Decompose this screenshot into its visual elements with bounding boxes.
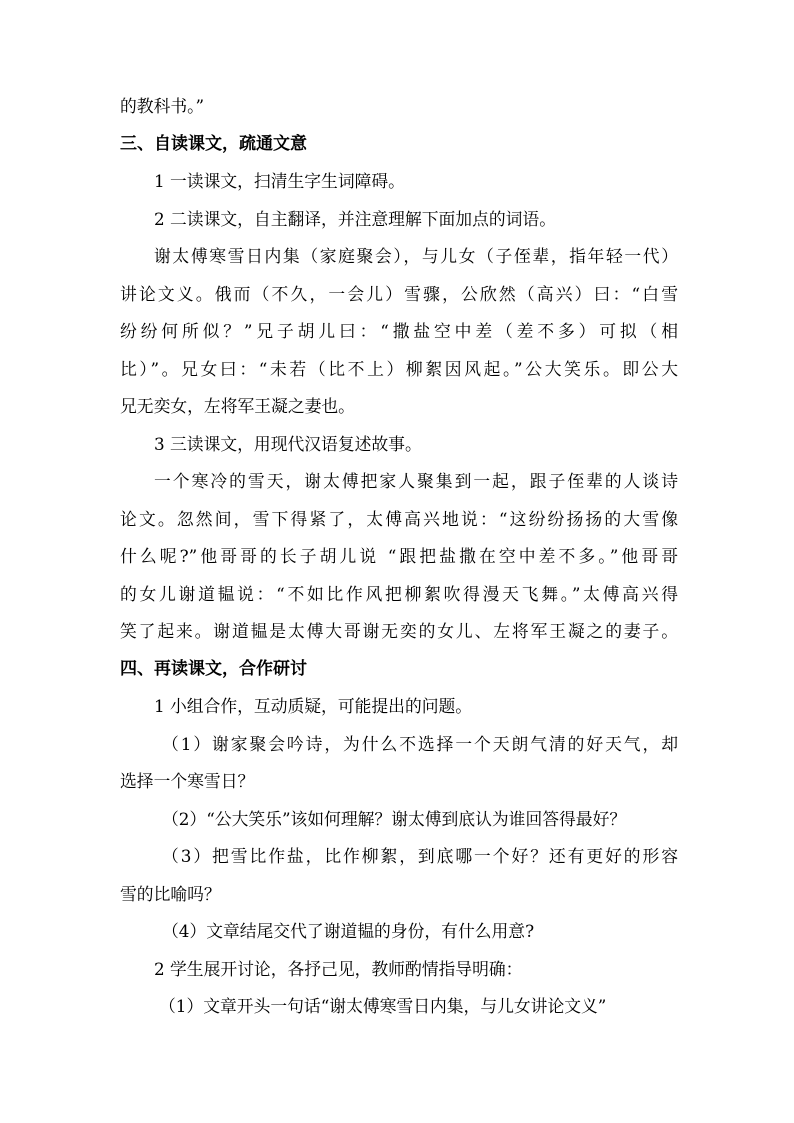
step-item: 1 小组合作，互动质疑，可能提出的问题。 <box>154 696 473 716</box>
translation-line: 一个寒冷的雪天，谢太傅把家人聚集到一起，跟子侄辈的人谈诗 <box>154 471 678 491</box>
translation-line: 什么呢?”他哥哥的长子胡儿说 “跟把盐撒在空中差不多。”他哥哥 <box>120 546 678 566</box>
document-body <box>120 88 678 1026</box>
answer-line: （1）文章开头一句话“谢太傅寒雪日内集，与儿女讲论文义” <box>159 996 607 1016</box>
question-line: 雪的比喻吗？ <box>120 883 221 904</box>
question-line: 选择一个寒雪日？ <box>120 771 255 791</box>
question-line: （2）“公大笑乐”该如何理解？谢太傅到底认为谁回答得最好？ <box>162 808 627 829</box>
question-line: （4）文章结尾交代了谢道韫的身份，有什么用意? <box>162 921 535 941</box>
text-line: 的教科书。” <box>120 96 205 116</box>
translation-line: 的女儿谢道韫说：“不如比作风把柳絮吹得漫天飞舞。”太傅高兴得 <box>120 583 678 604</box>
classical-text-line: 谢太傅寒雪日内集（家庭聚会），与儿女（子侄辈，指年轻一代） <box>154 246 678 266</box>
question-line: （1）谢家聚会吟诗，为什么不选择一个天朗气清的好天气，却 <box>162 733 678 754</box>
step-item: 2 学生展开讨论，各抒己见，教师酌情指导明确： <box>154 958 523 979</box>
question-line: （3）把雪比作盐，比作柳絮，到底哪一个好？还有更好的形容 <box>162 846 678 866</box>
section-heading-3: 三、自读课文，疏通文意 <box>120 133 307 154</box>
classical-text-line: 比）”。兄女曰：“未若（比不上）柳絮因风起。”公大笑乐。即公大 <box>120 358 678 379</box>
classical-text-line: 讲论文义。俄而（不久，一会儿）雪骤，公欣然（高兴）曰：“白雪 <box>120 283 678 304</box>
classical-text-line: 纷纷何所似？”兄子胡儿曰：“撒盐空中差（差不多）可拟（相 <box>120 321 678 341</box>
step-item: 2 二读课文，自主翻译，并注意理解下面加点的词语。 <box>154 208 556 229</box>
translation-line: 论文。忽然间，雪下得紧了，太傅高兴地说：“这纷纷扬扬的大雪像 <box>120 508 678 529</box>
section-heading-4: 四、再读课文，合作研讨 <box>120 658 307 679</box>
step-item: 3 三读课文，用现代汉语复述故事。 <box>154 433 422 454</box>
classical-text-line: 兄无奕女，左将军王凝之妻也。 <box>120 396 355 416</box>
step-item: 1 一读课文，扫清生字生词障碍。 <box>154 171 405 191</box>
translation-line: 笑了起来。谢道韫是太傅大哥谢无奕的女儿、左将军王凝之的妻子。 <box>120 621 678 641</box>
